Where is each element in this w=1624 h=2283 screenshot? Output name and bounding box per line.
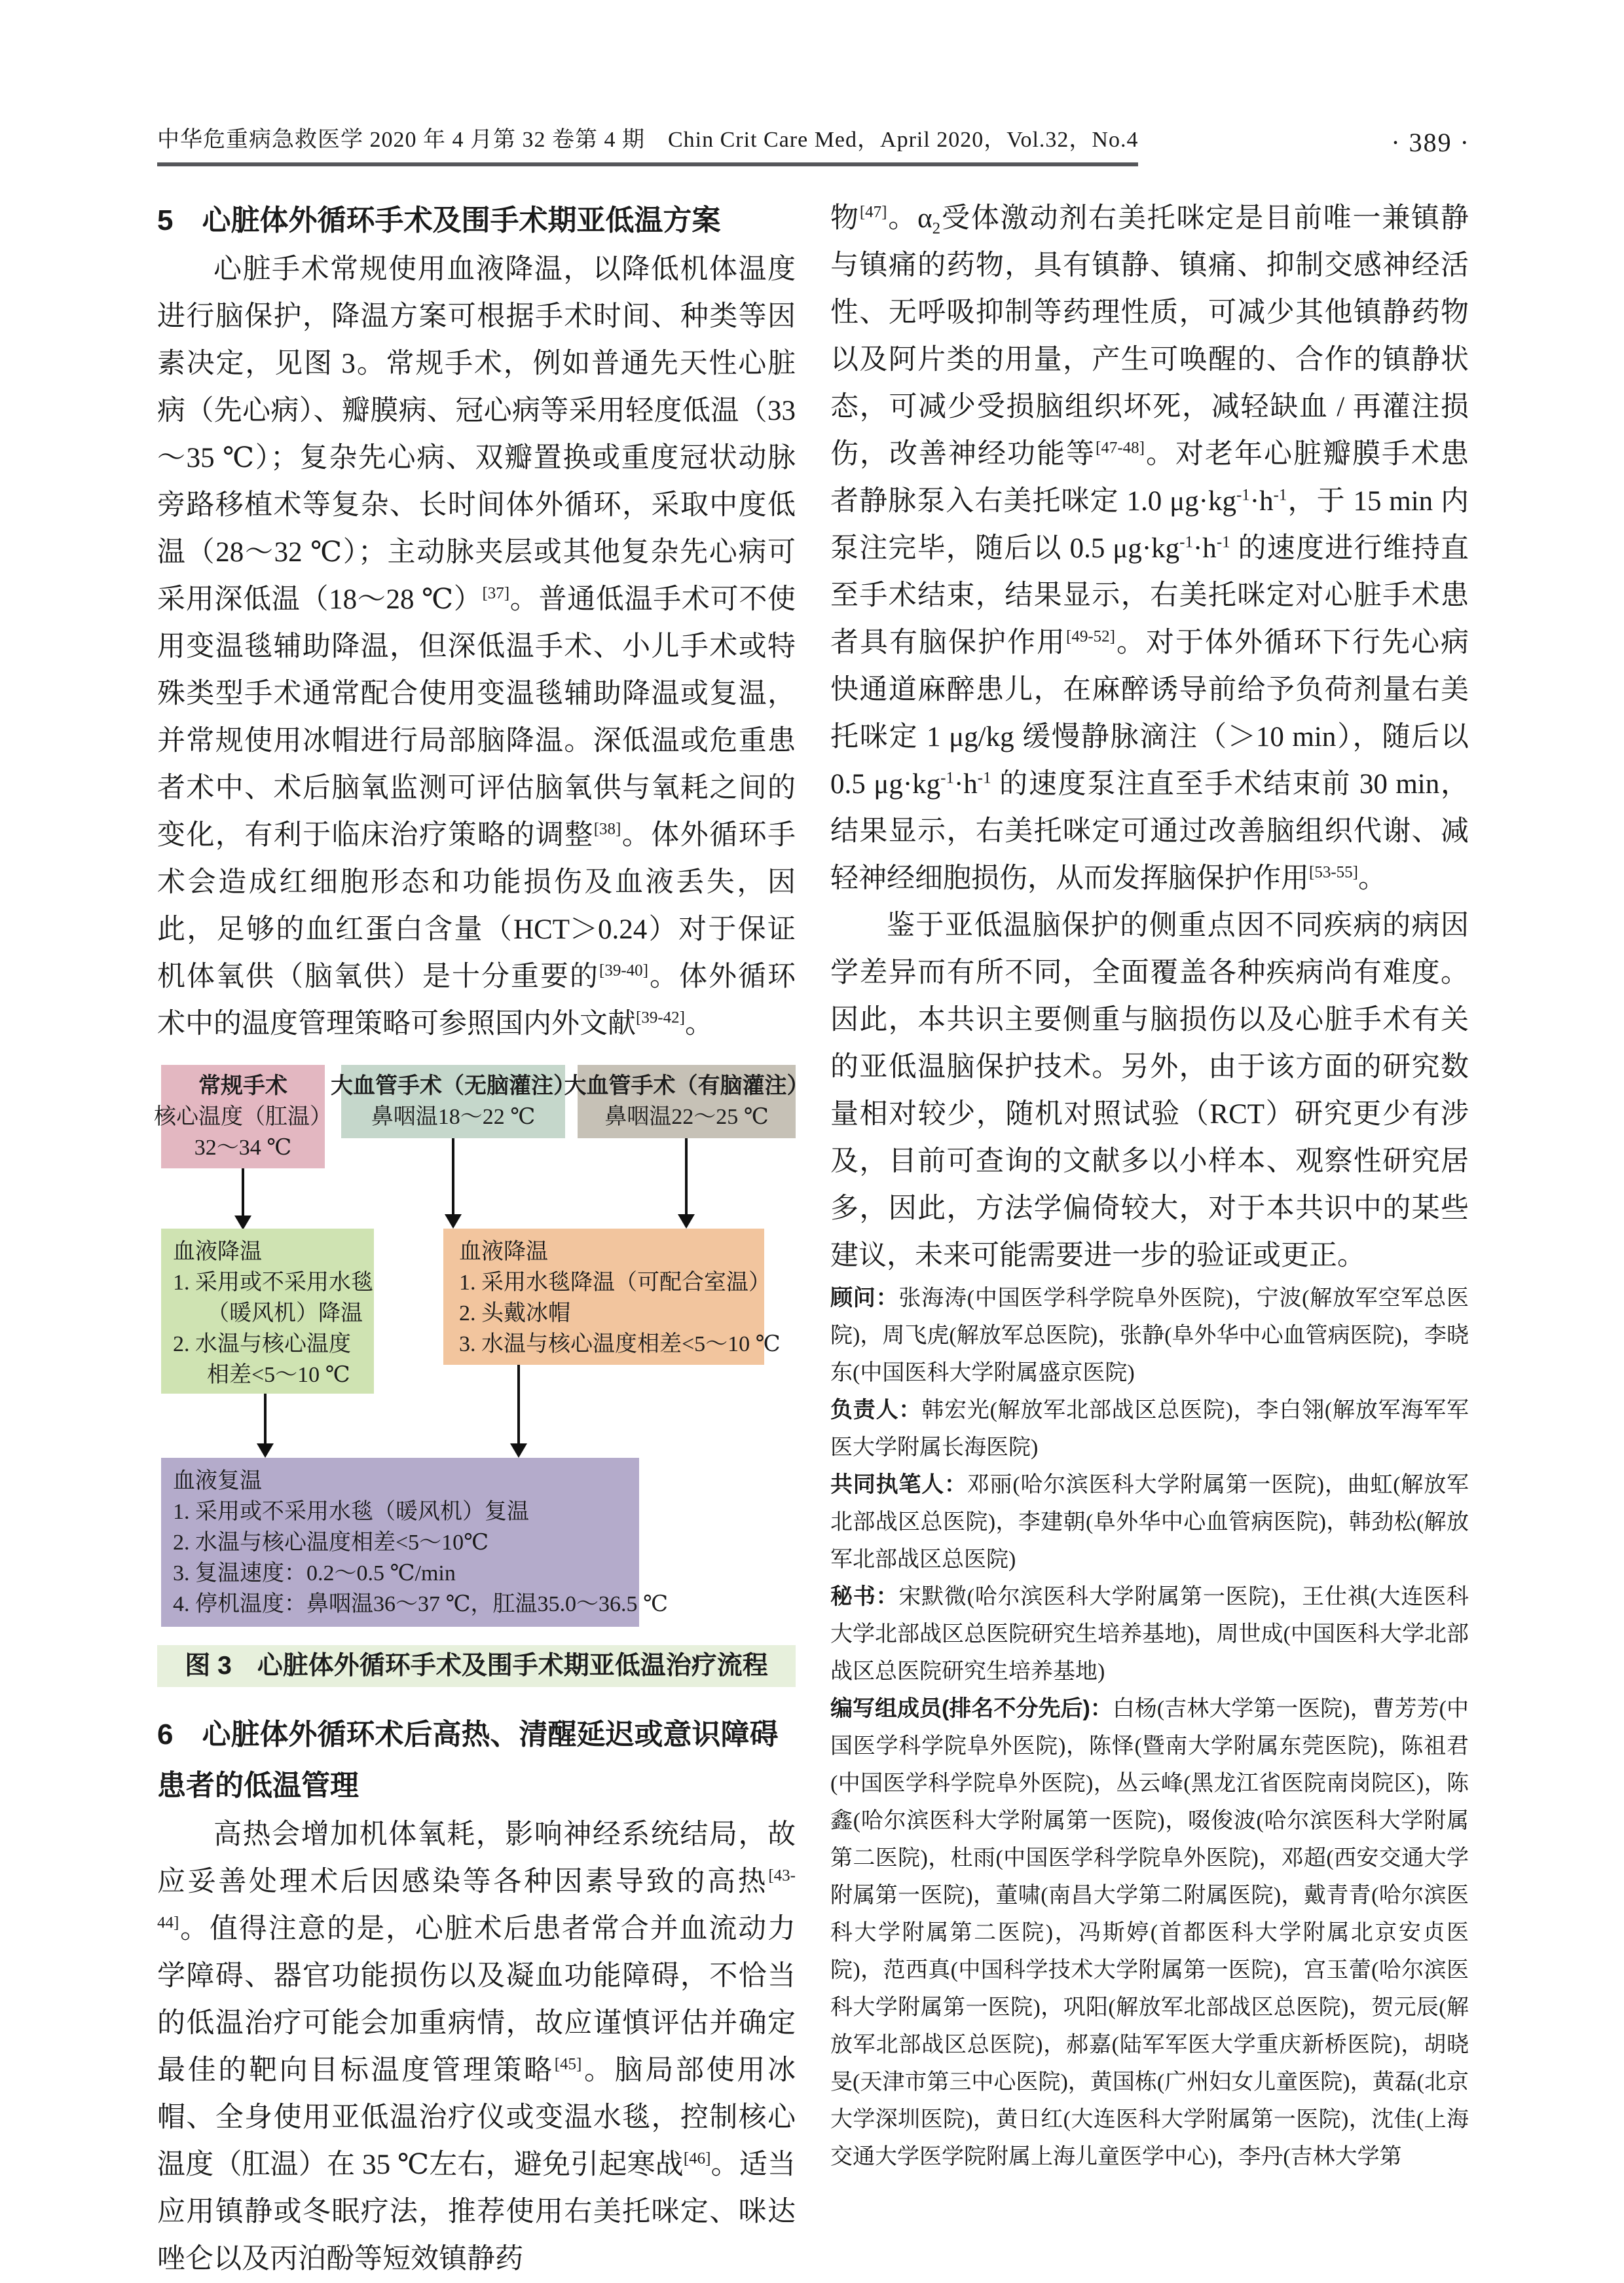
flow-box-blood-cooling-left [161,1229,374,1394]
section-5-paragraph: 心脏手术常规使用血液降温，以降低机体温度进行脑保护，降温方案可根据手术时间、种类等因素决定，见图 3。常规手术，例如普通先天性心脏病（先心病）、瓣膜病、冠心病等采用轻度低温（33～35 ℃）；复杂先心病、双瓣置换或重度冠状动脉旁路移植术等复杂、长时间体外循环，采取中度低温（28～32 ℃）；主动脉夹层或其他复杂先心病可采用深低温（18～28 ℃）[37]。普通低温手术可不使用变温毯辅助降温，但深低温手术、小儿手术或特殊类型手术通常配合使用变温毯辅助降温或复温，并常规使用冰帽进行局部脑降温。深低温或危重患者术中、术后脑氧监测可评估脑氧供与氧耗之间的变化，有利于临床治疗策略的调整[38]。体外循环手术会造成红细胞形态和功能损伤及血液丢失，因此，足够的血红蛋白含量（HCT＞0.24）对于保证机体氧供（脑氧供）是十分重要的[39-40]。体外循环术中的温度管理策略可参照国内外文献[39-42]。 [157,254,796,1039]
arrow-down-icon [685,1138,688,1216]
flow-box-line: 1. 采用或不采用水毯 [173,1271,373,1295]
flow-box-line: 2. 头戴冰帽 [459,1301,570,1326]
arrow-down-icon [452,1138,454,1216]
flow-box-line: 鼻咽温18～22 ℃ [371,1105,536,1129]
flow-box-line: 相差<5～10 ℃ [207,1363,350,1387]
flow-box-line: 4. 停机温度：鼻咽温36～37 ℃，肛温35.0～36.5 ℃ [173,1592,669,1616]
credit-leads [830,1392,1469,1466]
credit-co-authors [830,1466,1469,1578]
credit-text: 白杨(吉林大学第一医院)，曹芳芳(中国医学科学院阜外医院)，陈怿(暨南大学附属东莞医院)，陈祖君(中国医学科学院阜外医院)，丛云峰(黑龙江省医院南岗院区)，陈鑫(哈尔滨医科大学附属第一医院)，啜俊波(哈尔滨医科大学附属第二医院)，杜雨(中国医学科学院阜外医院)，邓超(西安交通大学附属第一医院)，董啸(南昌大学第二附属医院)，戴青青(哈尔滨医科大学附属第二医院)，冯斯婷(首都医科大学附属北京安贞医院)，范西真(中国科学技术大学附属第一医院)，宫玉蕾(哈尔滨医科大学附属第一医院)，巩阳(解放军北部战区总医院)，贺元辰(解放军北部战区总医院)，郝嘉(陆军军医大学重庆新桥医院)，胡晓旻(天津市第三中心医院)，黄国栋(广州妇女儿童医院)，黄磊(北京大学深圳医院)，黄日红(大连医科大学附属第一医院)，沈佳(上海交通大学医学院附属上海儿童医学中心)，李丹(吉林大学第 [830,1697,1469,2169]
credit-text: 张海涛(中国医学科学院阜外医院)，宁波(解放军空军总医院)，周飞虎(解放军总医院)，张静(阜外华中心血管病医院)，李晓东(中国医科大学附属盛京医院) [830,1286,1469,1385]
page-header [157,126,1470,166]
flow-box-line: 鼻咽温22～25 ℃ [604,1105,769,1129]
flow-box-title: 血液降温 [173,1240,262,1264]
arrow-down-icon [517,1365,520,1445]
credits-block [830,1280,1469,2176]
flow-box-line: 32～34 ℃ [194,1135,292,1160]
flow-box-blood-cooling-right [443,1229,781,1365]
credit-label: 负责人： [830,1398,922,1422]
consensus-scope-paragraph: 鉴于亚低温脑保护的侧重点因不同疾病的病因学差异而有所不同，全面覆盖各种疾病尚有难度。因此，本共识主要侧重与脑损伤以及心脏手术有关的亚低温脑保护技术。另外，由于该方面的研究数量相对较少，随机对照试验（RCT）研究更少有涉及，目前可查询的文献多以小样本、观察性研究居多，因此，方法学偏倚较大，对于本共识中的某些建议，未来可能需要进一步的验证或更正。 [830,910,1469,1271]
continuation-paragraph: 物[47]。$\alpha_2$受体激动剂右美托咪定是目前唯一兼镇静与镇痛的药物，具有镇静、镇痛、抑制交感神经活性、无呼吸抑制等药理性质，可减少其他镇静药物以及阿片类的用量，产生可唤醒的、合作的镇静状态，可减少受损脑组织坏死，减轻缺血 / 再灌注损伤，改善神经功能等[47-48]。对老年心脏瓣膜手术患者静脉泵入右美托咪定 1.0 $\mu g\cdot kg^{-1}\cdot h^{-1}$，于 15 min 内泵注完毕，随后以 0.5 $\mu g\cdot kg^{-1}\cdot h^{-1}$ 的速度进行维持直至手术结束，结果显示，右美托咪定对心脏手术患者具有脑保护作用[49-52]。对于体外循环下行先心病快通道麻醉患儿，在麻醉诱导前给予负荷剂量右美托咪定 1 μg/kg 缓慢静脉滴注（＞10 min），随后以 0.5 $\mu g\cdot kg^{-1}\cdot h^{-1}$ 的速度泵注直至手术结束前 30 min，结果显示，右美托咪定可通过改善脑组织代谢、减轻神经细胞损伤，从而发挥脑保护作用[53-55]。 [830,203,1469,894]
flow-box-line: 核心温度（肛温） [154,1104,332,1129]
left-column [154,195,809,2283]
flow-box-line: 1. 采用或不采用水毯（暖风机）复温 [173,1500,529,1524]
flow-box-line: 2. 水温与核心温度相差<5～10℃ [173,1531,489,1555]
section-6-heading: 6 心脏体外循环术后高热、清醒延迟或意识障碍患者的低温管理 [157,1718,779,1802]
credit-text: 韩宏光(解放军北部战区总医院)，李白翎(解放军海军军医大学附属长海医院) [830,1398,1469,1460]
arrow-down-icon [242,1168,244,1217]
flow-box-line: 1. 采用水毯降温（可配合室温） [459,1271,771,1295]
credit-text: 邓丽(哈尔滨医科大学附属第一医院)，曲虹(解放军北部战区总医院)，李建朝(阜外华中心血管病医院)，韩劲松(解放军北部战区总医院) [830,1473,1469,1572]
flow-box-line: 大血管手术（有脑灌注） [564,1074,809,1098]
flow-box-line: 3. 复温速度：0.2～0.5 ℃/min [173,1561,456,1586]
credit-label: 编写组成员(排名不分先后)： [830,1696,1113,1721]
figure-3-caption: 图 3 心脏体外循环手术及围手术期亚低温治疗流程 [157,1645,796,1687]
flow-box-great-vessel-with-perfusion [564,1065,809,1138]
page-number: · 389 · [1391,128,1470,157]
flow-box-title: 血液复温 [173,1469,262,1493]
section-5-heading: 5 心脏体外循环手术及围手术期亚低温方案 [157,204,721,236]
credit-writing-group [830,1690,1469,2176]
right-column [830,195,1469,2176]
credit-label: 秘书： [830,1584,899,1609]
credit-secretaries [830,1578,1469,1690]
credit-advisors [830,1280,1469,1392]
credit-text: 宋默微(哈尔滨医科大学附属第一医院)，王仕祺(大连医科大学北部战区总医院研究生培养基地)，周世成(中国医科大学北部战区总医院研究生培养基地) [830,1585,1469,1684]
flow-box-line: 常规手术 [198,1073,287,1098]
flow-box-title: 血液降温 [459,1240,548,1264]
flow-box-blood-rewarming [161,1458,669,1627]
flow-box-line: 大血管手术（无脑灌注） [331,1074,576,1098]
credit-label: 共同执笔人： [830,1472,967,1497]
flow-box-line: 3. 水温与核心温度相差<5～10 ℃ [459,1332,781,1356]
figure-3-flowchart [154,1065,809,1628]
section-6-paragraph: 高热会增加机体氧耗，影响神经系统结局，故应妥善处理术后因感染等各种因素导致的高热[43-44]。值得注意的是，心脏术后患者常合并血流动力学障碍、器官功能损伤以及凝血功能障碍，不恰当的低温治疗可能会加重病情，故应谨慎评估并确定最佳的靶向目标温度管理策略[45]。脑局部使用冰帽、全身使用亚低温治疗仪或变温水毯，控制核心温度（肛温）在 35 ℃左右，避免引起寒战[46]。适当应用镇静或冬眠疗法，推荐使用右美托咪定、咪达唑仑以及丙泊酚等短效镇静药 [157,1819,796,2274]
credit-label: 顾问： [830,1286,899,1310]
flow-box-line: （暖风机）降温 [207,1301,363,1326]
arrow-down-icon [264,1394,267,1445]
flow-box-line: 2. 水温与核心温度 [173,1332,351,1356]
flow-box-great-vessel-no-perfusion [331,1065,576,1138]
journal-title: 中华危重病急救医学 2020 年 4 月第 32 卷第 4 期 Chin Crit Care Med，April 2020，Vol.32，No.4 [157,126,1138,166]
flow-box-routine-surgery [154,1065,332,1168]
